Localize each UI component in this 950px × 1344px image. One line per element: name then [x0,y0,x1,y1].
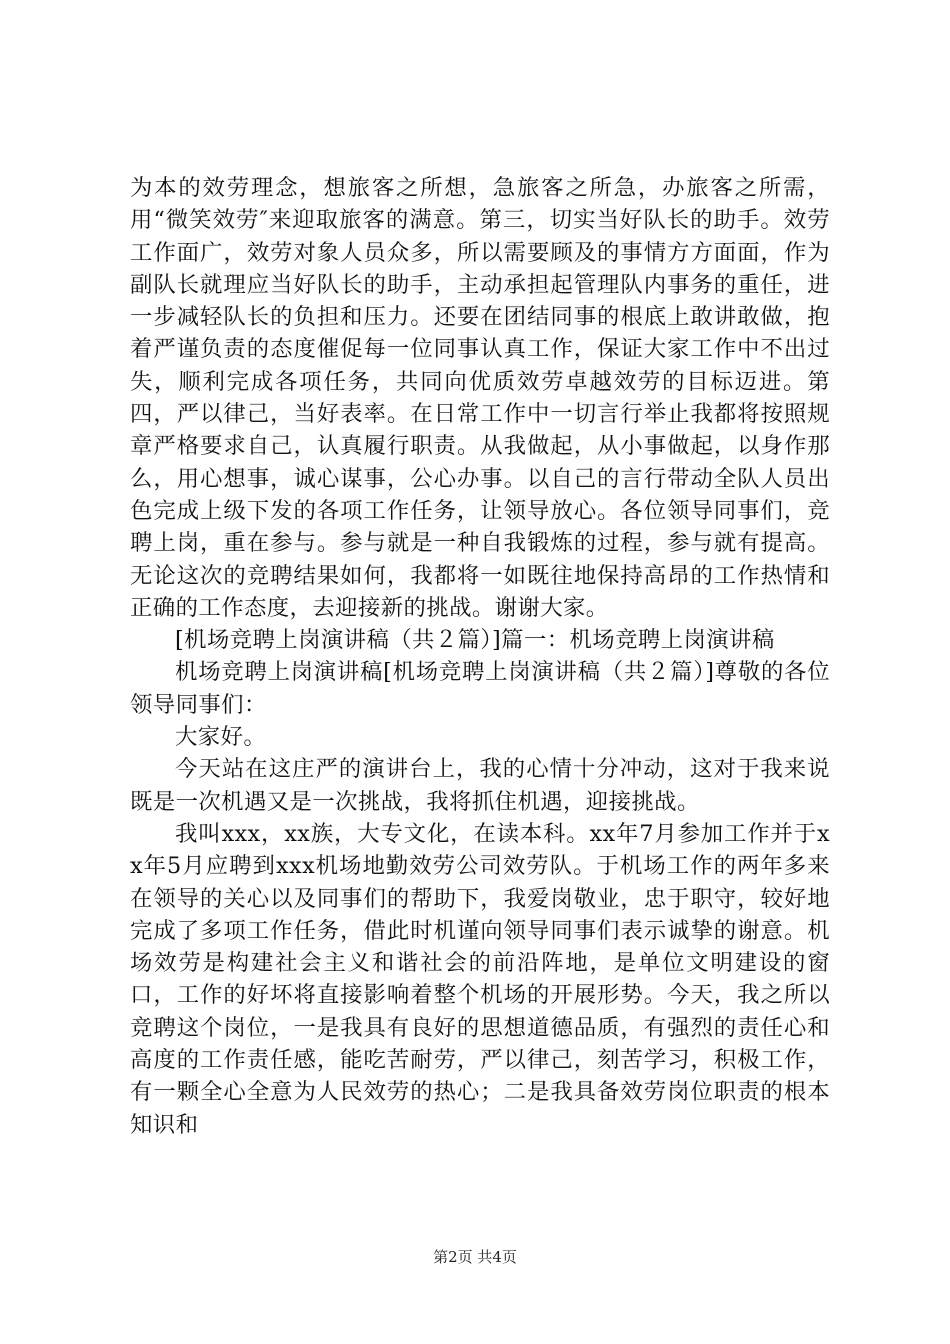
page-footer: 第2页 共4页 [433,1248,517,1266]
document-body [130,172,830,1141]
paragraph-hello: 大家好。 [175,724,267,751]
paragraph-greeting-heading: 机场竞聘上岗演讲稿[机场竞聘上岗演讲稿（共２篇）]尊敬的各位领导同事们： [130,659,830,718]
paragraph-intro: 今天站在这庄严的演讲台上，我的心情十分冲动，这对于我来说既是一次机遇又是一次挑战，我将抓住机遇，迎接挑战。 [130,756,830,815]
paragraph-self-introduction: 我叫xxx，xx族，大专文化，在读本科。xx年7月参加工作并于xx年5月应聘到xxx机场地勤效劳公司效劳队。于机场工作的两年多来在领导的关心以及同事们的帮助下，我爱岗敬业，忠于职守，较好地完成了多项工作任务，借此时机谨向领导同事们表示诚挚的谢意。机场效劳是构建社会主义和谐社会的前沿阵地，是单位文明建设的窗口，工作的好坏将直接影响着整个机场的开展形势。今天，我之所以竞聘这个岗位，一是我具有良好的思想道德品质，有强烈的责任心和高度的工作责任感，能吃苦耐劳，严以律己，刻苦学习，积极工作，有一颗全心全意为人民效劳的热心；二是我具备效劳岗位职责的根本知识和 [130,820,830,1138]
paragraph-continued: 为本的效劳理念，想旅客之所想，急旅客之所急，办旅客之所需，用“微笑效劳″来迎取旅客的满意。第三，切实当好队长的助手。效劳工作面广，效劳对象人员众多，所以需要顾及的事情方方面面，作为副队长就理应当好队长的助手，主动承担起管理队内事务的重任，进一步减轻队长的负担和压力。还要在团结同事的根底上敢讲敢做，抱着严谨负责的态度催促每一位同事认真工作，保证大家工作中不出过失，顺利完成各项任务，共同向优质效劳卓越效劳的目标迈进。第四，严以律己，当好表率。在日常工作中一切言行举止我都将按照规章严格要求自己，认真履行职责。从我做起，从小事做起，以身作那么，用心想事，诚心谋事，公心办事。以自己的言行带动全队人员出色完成上级下发的各项工作任务，让领导放心。各位领导同事们，竞聘上岗，重在参与。参与就是一种自我锻炼的过程，参与就有提高。无论这次的竞聘结果如何，我都将一如既往地保持高昂的工作热情和正确的工作态度，去迎接新的挑战。谢谢大家。 [130,175,830,621]
paragraph-section-title: [机场竞聘上岗演讲稿（共２篇）]篇一：机场竞聘上岗演讲稿 [175,627,775,654]
